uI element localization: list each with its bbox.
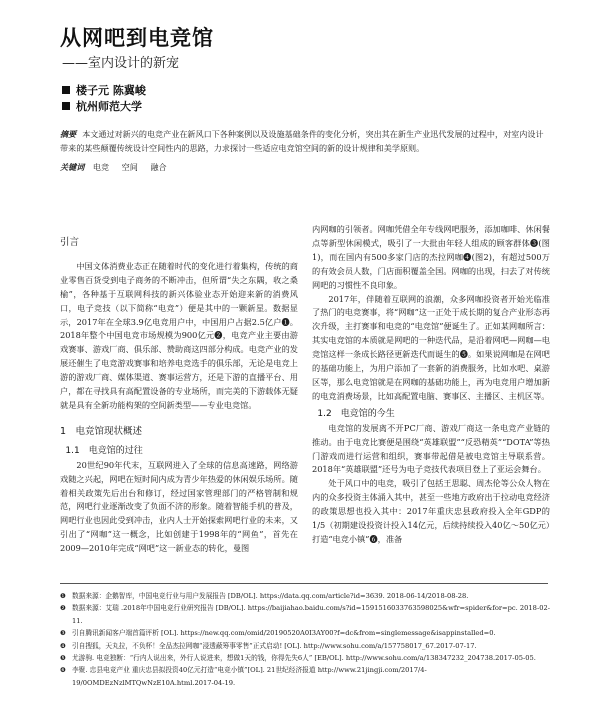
abstract bbox=[60, 127, 548, 155]
authors-line bbox=[62, 82, 146, 98]
reference-marker-icon: ❷ bbox=[60, 604, 66, 613]
paragraph: 2017年，伴随着互联网的浪潮，众多网咖投资者开始光临准了热门的电竞赛事，将“网咖”这一正处于成长期的复合产业形态再次升级，主打赛事和电竞的“电竞馆”便诞生了。正如某网咖所言：其实电竞馆的本质就是网吧的一种迭代品，是沿着网吧—网咖—电竞馆这样一条成长路径更新迭代而诞生的❺。如果说网咖是在网吧的基础功能上，为用户添加了一套新的消费服务，比如水吧、桌游区等，那么电竞馆就是在网咖的基础功能上，再为电竞用户增加新的电竞消费场景，比如高配置电脑、赛事区、主播区、主机区等。 bbox=[312, 293, 550, 401]
keyword: 融合 bbox=[150, 162, 167, 172]
paragraph: 内网咖的引领者。网咖凭借全年专线网吧服务，添加咖啡、休闲餐点等新型休闲模式，吸引了一大批由年轻人组成的顾客群体❸(图1)，而在国内有500多家门店的杰拉网咖❹(图2)，有超过500万的有效会员人数，门店面积覆盖全国。网咖的出现，扫去了对传统网吧的习惯性不良印象。 bbox=[312, 224, 550, 290]
right-column bbox=[312, 223, 550, 547]
abstract-text: 本文通过对新兴的电竞产业在新风口下各种案例以及设施基础条件的变化分析，突出其在新生产业迅代发展的过程中，对室内设计带来的某些颠覆传统设计空间性内的思路，力求探讨一些适应电竞馆空间的新的设计规律和美学原则。 bbox=[60, 129, 544, 153]
authors: 楼子元 陈冀峻 bbox=[76, 84, 146, 97]
affiliation: 杭州师范大学 bbox=[76, 100, 142, 113]
paragraph: 处于风口中的电竞，吸引了包括王思聪、周杰伦等公众人物在内的众多投资主体涌入其中，甚至一些地方政府出于拉动电竞经济的政策思想也投入其中：2017年重庆忠县政府投入全年GDP的1/5（初期建设投资计投入14亿元，后续持续投入40亿～50亿元）打造“电竞小镇”❻，准备 bbox=[312, 478, 550, 544]
reference-marker-icon: ❸ bbox=[60, 629, 66, 638]
reference-item: ❺ 尤游驹. 电竞独断：“行内人说出来，外行人说进来，想做1天的钱，你得先失6人” [EB/OL]. http://www.sohu.com/a/138347232_204738.2017-05-05. bbox=[60, 652, 550, 664]
left-column bbox=[60, 236, 298, 556]
reference-marker-icon: ❶ bbox=[60, 592, 66, 600]
intro-heading: 引言 bbox=[60, 237, 80, 248]
paragraph: 电竞馆的发展离不开PC厂商、游戏厂商这一条电竞产业链的推动。由于电竞比赛便是围绕“英雄联盟”“反恐精英”“DOTA”等热门游戏而进行运营和组织，赛事带起借是被电竞馆主导联系营。2018年“英雄联盟”还号为电子竞技代表项目登上了亚运会舞台。 bbox=[312, 422, 550, 475]
reference-item: ❶ 数据来源：企鹅智库，中国电竞行业与用户发展报告 [DB/OL]. https://data.qq.com/article?id=3639. 2018-06-14/2018-08-28. bbox=[60, 590, 550, 602]
reference-marker-icon: ❹ bbox=[60, 641, 66, 650]
keyword: 电竞 bbox=[92, 162, 110, 172]
references bbox=[60, 590, 550, 689]
abstract-label: 摘要 bbox=[60, 129, 77, 139]
section-1-2-heading: 1.2 电竞馆的今生 bbox=[317, 408, 395, 419]
reference-item: ❻ 李聚. 忠县电竞产业 重庆忠县拟投资40亿元打造“电竞小镇”[OL]. 21世纪经济报道 http://www.21jingji.com/2017/4-19/0OMDEzNzlMTQwNzE10A.html.2017-04-19. bbox=[60, 664, 550, 689]
affiliation-line bbox=[62, 98, 142, 114]
footnote-divider bbox=[60, 583, 548, 584]
section-1-1-heading: 1.1 电竞馆的过往 bbox=[65, 445, 143, 456]
keywords bbox=[60, 162, 548, 173]
reference-item: ❸ 引自腾讯新闻客户端首篇评析 [OL]. https://new.qq.com/omid/20190520A0I3AY00?f=dc&from=singlemessage&isappinstalled=0. bbox=[60, 627, 550, 639]
section-1-heading: 1 电竞馆现状概述 bbox=[60, 425, 143, 437]
article-title: 从网吧到电竞馆 bbox=[60, 26, 214, 50]
keywords-label: 关键词 bbox=[60, 162, 85, 172]
bullet-square-icon bbox=[62, 102, 70, 110]
bullet-square-icon bbox=[62, 86, 70, 94]
reference-item: ❷ 数据来源：艾瑞 .2018年中国电竞行业研究报告 [DB/OL]. https://baijiahao.baidu.com/s?id=1591516033763598025&wfr=spider&for=pc. 2018-02-11. bbox=[60, 602, 550, 627]
keyword: 空间 bbox=[121, 162, 138, 172]
reference-marker-icon: ❻ bbox=[60, 666, 66, 675]
section-1-1-paragraph: 20世纪90年代末，互联网进入了全球的信息高速路，网络游戏随之兴起，网吧在短时间内成为青少年热爱的休闲娱乐场所。随着相关政策先后出台和修订，经过国家管理部门的严格管制和规范，网吧行业逐渐改变了负面不济的形象。随着智能手机的普及，网吧行业也因此受到冲击，业内人士开始探索网吧行业的未来，又引出了“网咖”这一概念，比如创建于1998年的“网鱼”，首先在2009—2010年完成“网吧”这一新业态的转化，曼图 bbox=[60, 459, 298, 554]
article-subtitle: ——室内设计的新宠 bbox=[62, 56, 180, 71]
intro-paragraph: 中国文体消费业态正在随着时代的变化进行着集构，传统的商业零售百货受到电子商务的不断冲击，但所谓“失之东隅，收之桑榆”，各种基于互联网科技的新兴体验业态开始迎来新的消费风口，电子竞技（以下简称“电竞”）便是其中的一颗新星。数据显示，2017年在全球3.9亿电竞用户中，中国用户占据2.5亿户❶。2018年整个中国电竞市场规模为900亿元❷，电竞产业主要由游戏赛事、游戏厂商、俱乐部、赞助商这四部分构成。电竞产业的发展还催生了电竞游戏赛事和培养电竞选手的俱乐部，无论是电竞上游的游戏厂商、媒体渠道、赛事运营方，还是下游的直播平台、用户，都在寻找具有高配置设备的专业场所，而完美的下游载体无疑就是具有全新功能构架的空间新类型——专业电竞馆。 bbox=[60, 260, 298, 410]
reference-item: ❹ 引自搜狐，天丸拉，不负杯！全品杰拉网咖“浸透蔽筹事零售”正式启动! [OL]. http://www.sohu.com/a/157758017_67.2017-07-17. bbox=[60, 640, 550, 652]
reference-marker-icon: ❺ bbox=[60, 654, 66, 663]
